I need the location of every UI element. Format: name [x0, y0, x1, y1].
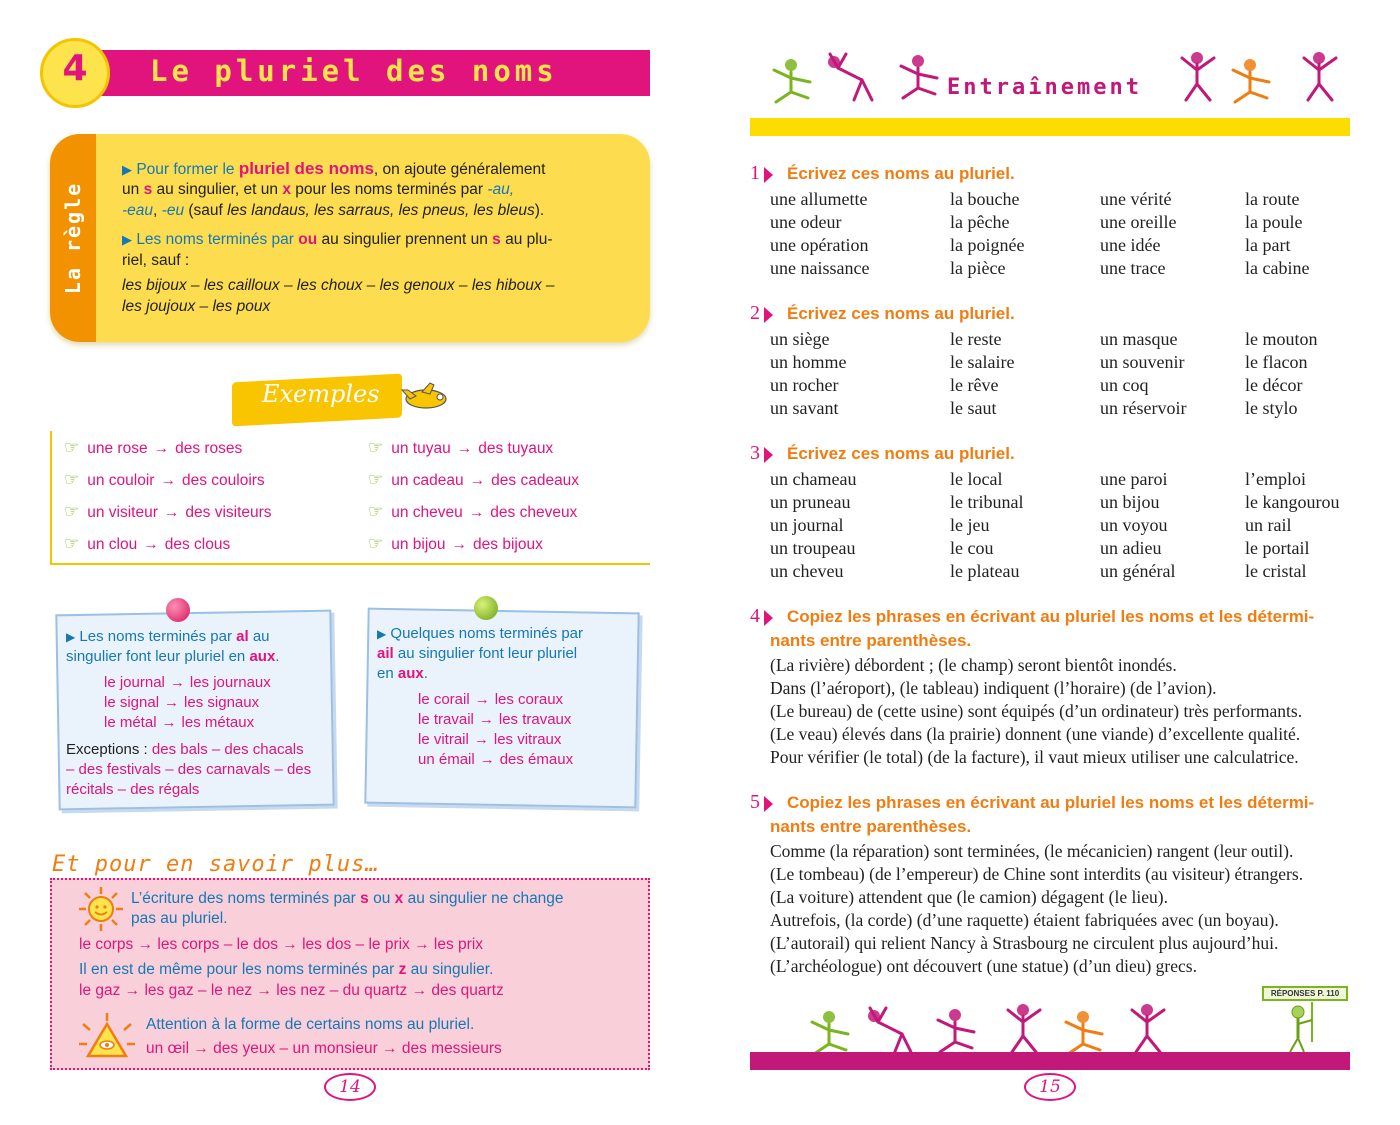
arrow-icon: →: [456, 440, 473, 457]
exercise-word: un adieu: [1100, 538, 1162, 558]
exercise-1-instruction: Écrivez ces noms au pluriel.: [787, 164, 1015, 183]
gymnast-figure-icon: [804, 1004, 854, 1056]
example-item: ☞ un tuyau → des tuyaux: [368, 438, 554, 457]
arrow-icon: →: [161, 714, 177, 731]
exercise-sentence: (La rivière) débordent ; (le champ) seront bientôt inondés.: [770, 655, 1177, 675]
exercise-word: la route: [1245, 189, 1300, 209]
more-info-line7: un œil → des yeux – un monsieur → des messieurs: [146, 1040, 502, 1057]
plane-icon: [400, 380, 452, 414]
exercise-word: un journal: [770, 515, 844, 535]
rule-exceptions-line2: les joujoux – les poux: [122, 298, 271, 315]
exercise-word: un voyou: [1100, 515, 1168, 535]
note-example-item: un émail → des émaux: [418, 751, 574, 768]
more-info-line6: Attention à la forme de certains noms au pluriel.: [146, 1016, 475, 1033]
arrow-icon: →: [474, 691, 490, 708]
exercise-5-instruction: Copiez les phrases en écrivant au pluriel les noms et les détermi-: [787, 793, 1315, 812]
note-example-item: le signal → les signaux: [104, 694, 260, 711]
exercise-word: une trace: [1100, 258, 1166, 278]
more-info-line3: le corps → les corps – le dos → les dos – le prix → les prix: [79, 936, 484, 953]
exercise-word: le rêve: [950, 375, 999, 395]
note-example-item: le corail → les coraux: [418, 691, 564, 708]
gymnast-figure-icon: [826, 50, 876, 102]
exercise-sentence: (L’archéologue) ont découvert (une statue) (d’un dieu) grecs.: [770, 956, 1197, 976]
exercise-word: le stylo: [1245, 398, 1298, 418]
exercise-word: le cou: [950, 538, 994, 558]
gymnast-figure-icon: [1294, 50, 1344, 102]
exercise-4-header: 4: [750, 605, 773, 628]
exercise-3-instruction: Écrivez ces noms au pluriel.: [787, 444, 1015, 463]
exercise-5-header: 5: [750, 791, 773, 814]
exercise-word: le salaire: [950, 352, 1015, 372]
exercise-word: l’emploi: [1245, 469, 1306, 489]
exercise-word: un masque: [1100, 329, 1178, 349]
exercise-header-bar: [750, 118, 1350, 136]
triangle-bullet-icon: [764, 447, 773, 463]
exercise-word: un souvenir: [1100, 352, 1185, 372]
exercise-sentence: (Le veau) élevés dans (la prairie) donnent (une viande) d’excellente qualité.: [770, 724, 1301, 744]
pointing-hand-icon: ☞: [64, 438, 80, 457]
exercise-word: une vérité: [1100, 189, 1172, 209]
exercise-word: la pêche: [950, 212, 1010, 232]
note-ail-text: ▶ Quelques noms terminés par ail au singulier font leur pluriel en aux.: [377, 625, 583, 682]
rule-side-label: La règle: [61, 181, 86, 295]
exercise-4-instruction: Copiez les phrases en écrivant au pluriel les noms et les détermi-: [787, 607, 1315, 626]
exercise-word: une odeur: [770, 212, 842, 232]
exercise-word: un homme: [770, 352, 847, 372]
example-item: ☞ un couloir → des couloirs: [64, 470, 265, 489]
arrow-icon: →: [478, 711, 494, 728]
exercise-word: un troupeau: [770, 538, 856, 558]
exercise-word: le plateau: [950, 561, 1020, 581]
arrow-icon: →: [469, 472, 486, 489]
pointing-hand-icon: ☞: [368, 502, 384, 521]
pointing-hand-icon: ☞: [368, 438, 384, 457]
note-al-text: ▶ Les noms terminés par al au singulier font leur pluriel en aux.: [66, 628, 280, 665]
rule-paragraph-2: ▶ Les noms terminés par ou au singulier prennent un s au plu-: [122, 231, 553, 248]
red-pin-icon: [166, 598, 190, 622]
example-item: ☞ un cadeau → des cadeaux: [368, 470, 580, 489]
example-item: ☞ un bijou → des bijoux: [368, 534, 543, 553]
exercise-word: le local: [950, 469, 1003, 489]
exercise-sentence: (Le tombeau) (de l’empereur) de Chine sont interdits (au visiteur) étrangers.: [770, 864, 1304, 884]
exercise-sentence: (L’autorail) qui relient Nancy à Strasbourg ne circulent plus aujourd’hui.: [770, 933, 1279, 953]
exercise-5-instruction-line2: nants entre parenthèses.: [770, 817, 972, 836]
more-info-line2: pas au pluriel.: [131, 910, 228, 927]
exercise-word: le reste: [950, 329, 1002, 349]
exercise-sentence: Pour vérifier (le total) (de la facture), il vaut mieux utiliser une calculatrice.: [770, 747, 1299, 767]
triangle-bullet-icon: [764, 796, 773, 812]
pointing-hand-icon: ☞: [64, 534, 80, 553]
exercise-4-instruction-line2: nants entre parenthèses.: [770, 631, 972, 650]
exercise-word: un cheveu: [770, 561, 844, 581]
exercise-sentence: Autrefois, (la corde) (d’une raquette) étaient fabriquées avec (un boyau).: [770, 910, 1279, 930]
gymnast-figure-icon: [893, 48, 943, 100]
page-number-right: 15: [1024, 1073, 1076, 1101]
exercise-word: un siège: [770, 329, 830, 349]
arrow-icon: →: [153, 440, 170, 457]
more-info-line5: le gaz → les gaz – le nez → les nez – du quartz → des quartz: [79, 982, 504, 999]
exercise-word: une oreille: [1100, 212, 1177, 232]
triangle-bullet-icon: ▶: [122, 232, 132, 247]
exercise-3-header: 3: [750, 442, 773, 465]
exercise-word: un savant: [770, 398, 839, 418]
more-info-line1: L’écriture des noms terminés par s ou x au singulier ne change: [131, 890, 564, 907]
exercise-word: un général: [1100, 561, 1176, 581]
exercise-word: la bouche: [950, 189, 1020, 209]
rule-paragraph-1: ▶ Pour former le pluriel des noms, on ajoute généralement: [122, 159, 546, 178]
exercise-section-title: Entraînement: [947, 75, 1142, 100]
warning-sun-icon: [78, 1012, 136, 1062]
exercise-word: une opération: [770, 235, 869, 255]
rule-paragraph-2-line2: riel, sauf :: [122, 252, 190, 269]
exercise-word: un rocher: [770, 375, 839, 395]
exercise-word: un rail: [1245, 515, 1292, 535]
exercise-2-header: 2: [750, 302, 773, 325]
example-item: ☞ un visiteur → des visiteurs: [64, 502, 272, 521]
note-example-item: le journal → les journaux: [104, 674, 271, 691]
pointing-hand-icon: ☞: [64, 502, 80, 521]
pointing-hand-icon: ☞: [64, 470, 80, 489]
rule-paragraph-1-line2: un s au singulier, et un x pour les noms terminés par -au,: [122, 181, 515, 198]
pointing-hand-icon: ☞: [368, 470, 384, 489]
exercise-2-instruction: Écrivez ces noms au pluriel.: [787, 304, 1015, 323]
arrow-icon: →: [164, 694, 180, 711]
triangle-bullet-icon: [764, 307, 773, 323]
example-item: ☞ une rose → des roses: [64, 438, 243, 457]
page-title: Le pluriel des noms: [150, 54, 558, 88]
chapter-number: 4: [62, 48, 88, 89]
exercise-word: une idée: [1100, 235, 1161, 255]
rule-paragraph-1-line3: -eau, -eu (sauf les landaus, les sarraus, les pneus, les bleus).: [122, 202, 545, 219]
exercise-word: le portail: [1245, 538, 1310, 558]
exercise-sentence: Dans (l’aéroport), (le tableau) indiquent (l’horaire) (de l’avion).: [770, 678, 1217, 698]
exercise-word: un coq: [1100, 375, 1149, 395]
gymnast-figure-icon: [998, 1002, 1048, 1054]
gymnast-figure-icon: [930, 1002, 980, 1054]
exercise-word: le flacon: [1245, 352, 1308, 372]
triangle-bullet-icon: [764, 167, 773, 183]
example-item: ☞ un clou → des clous: [64, 534, 231, 553]
exercise-sentence: (La voiture) attendent que (le camion) dégagent (le lieu).: [770, 887, 1168, 907]
exercise-word: un chameau: [770, 469, 857, 489]
exercise-word: le décor: [1245, 375, 1303, 395]
triangle-bullet-icon: ▶: [377, 627, 387, 641]
triangle-bullet-icon: ▶: [66, 630, 76, 644]
answers-sign[interactable]: RÉPONSES P. 110: [1262, 986, 1348, 1001]
pointing-hand-icon: ☞: [368, 534, 384, 553]
exercise-word: la poignée: [950, 235, 1025, 255]
exercise-word: le mouton: [1245, 329, 1318, 349]
exercise-word: la pièce: [950, 258, 1006, 278]
gymnast-figure-icon: [1058, 1004, 1108, 1056]
exercise-word: un réservoir: [1100, 398, 1187, 418]
sign-holder-figure-icon: [1278, 1002, 1328, 1054]
note-al-exceptions: Exceptions : des bals – des chacals – des festivals – des carnavals – des récitals – des régals: [66, 741, 312, 798]
triangle-bullet-icon: ▶: [122, 162, 132, 177]
exercise-word: une allumette: [770, 189, 868, 209]
exercise-1-header: 1: [750, 162, 773, 185]
note-example-item: le vitrail → les vitraux: [418, 731, 562, 748]
exercise-word: le cristal: [1245, 561, 1307, 581]
green-pin-icon: [474, 596, 498, 620]
footer-bar: [750, 1052, 1350, 1070]
exercise-sentence: Comme (la réparation) sont terminées, (le mécanicien) rangent (leur outil).: [770, 841, 1294, 861]
exercise-word: le kangourou: [1245, 492, 1340, 512]
examples-label: Exemples: [262, 380, 380, 408]
arrow-icon: →: [451, 536, 468, 553]
exercise-word: la cabine: [1245, 258, 1310, 278]
arrow-icon: →: [479, 751, 495, 768]
exercise-word: une paroi: [1100, 469, 1168, 489]
exercise-word: le tribunal: [950, 492, 1024, 512]
exercise-word: la part: [1245, 235, 1291, 255]
arrow-icon: →: [163, 504, 180, 521]
sun-icon: [78, 886, 124, 932]
gymnast-figure-icon: [1172, 50, 1222, 102]
rule-exceptions-line1: les bijoux – les cailloux – les choux – les genoux – les hiboux –: [122, 277, 555, 294]
exercise-word: le saut: [950, 398, 997, 418]
more-info-line4: Il en est de même pour les noms terminés par z au singulier.: [79, 961, 494, 978]
exercise-word: le jeu: [950, 515, 990, 535]
exercise-word: un bijou: [1100, 492, 1160, 512]
exercise-sentence: (Le bureau) de (cette usine) sont équipés (d’un ordinateur) très performants.: [770, 701, 1303, 721]
note-example-item: le travail → les travaux: [418, 711, 572, 728]
triangle-bullet-icon: [764, 610, 773, 626]
gymnast-figure-icon: [1225, 52, 1275, 104]
exercise-word: une naissance: [770, 258, 870, 278]
arrow-icon: →: [143, 536, 159, 553]
exercise-word: la poule: [1245, 212, 1303, 232]
gymnast-figure-icon: [1122, 1002, 1172, 1054]
arrow-icon: →: [473, 731, 489, 748]
arrow-icon: →: [169, 674, 185, 691]
more-info-title: Et pour en savoir plus…: [52, 852, 380, 877]
gymnast-figure-icon: [766, 52, 816, 104]
note-example-item: le métal → les métaux: [104, 714, 255, 731]
arrow-icon: →: [468, 504, 485, 521]
exercise-word: un pruneau: [770, 492, 851, 512]
arrow-icon: →: [160, 472, 176, 489]
example-item: ☞ un cheveu → des cheveux: [368, 502, 578, 521]
page-number-left: 14: [324, 1073, 376, 1101]
gymnast-figure-icon: [866, 1004, 916, 1056]
